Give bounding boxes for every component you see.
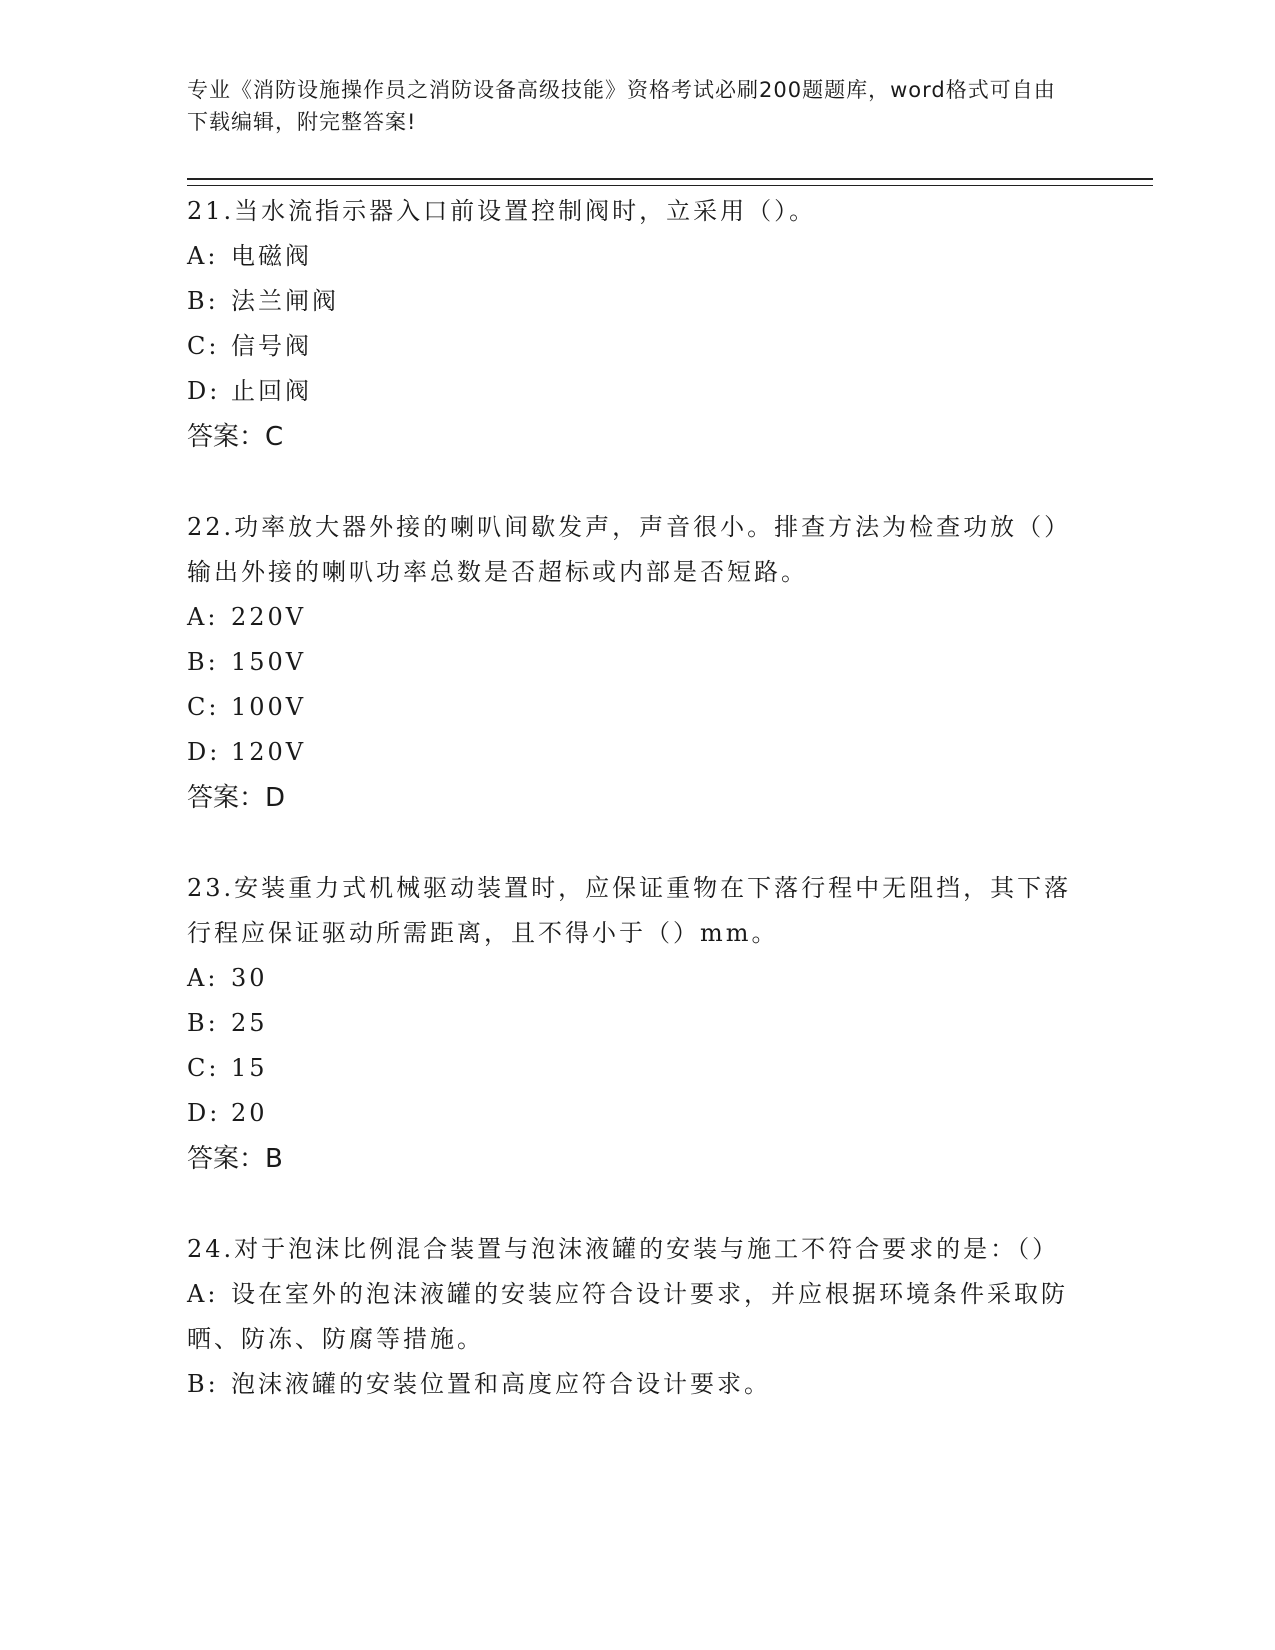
option-text: 电磁阀 (231, 242, 312, 270)
option-text: 法兰闸阀 (231, 287, 339, 315)
option-c (187, 1046, 1077, 1091)
option-d (187, 369, 1077, 414)
option-letter: B: (187, 1370, 219, 1398)
question-stem: 22.功率放大器外接的喇叭间歇发声，声音很小。排查方法为检查功放（）输出外接的喇叭功率总数是否超标或内部是否短路。 (187, 513, 1072, 586)
page-header: 专业《消防设施操作员之消防设备高级技能》资格考试必刷200题题库，word格式可自由下载编辑，附完整答案! (187, 78, 1056, 134)
header-divider (187, 178, 1153, 186)
option-letter: C: (187, 693, 220, 721)
option-letter: A: (187, 242, 219, 270)
option-text: 120V (231, 738, 307, 766)
option-b (187, 1362, 1077, 1407)
option-letter: C: (187, 1054, 220, 1082)
option-text: 止回阀 (231, 377, 312, 405)
option-text: 20 (231, 1099, 268, 1127)
option-text: 信号阀 (231, 332, 312, 360)
option-text: 100V (231, 693, 307, 721)
answer-line: 答案：C (187, 422, 284, 452)
option-letter: B: (187, 1009, 219, 1037)
option-c (187, 685, 1077, 730)
option-a (187, 234, 1077, 279)
option-letter: B: (187, 648, 219, 676)
option-a (187, 1272, 1077, 1362)
option-text: 150V (231, 648, 307, 676)
option-letter: A: (187, 603, 219, 631)
option-letter: C: (187, 332, 220, 360)
question-23 (187, 866, 1077, 1182)
option-text: 设在室外的泡沫液罐的安装应符合设计要求，并应根据环境条件采取防晒、防冻、防腐等措施。 (187, 1280, 1068, 1353)
question-stem: 21.当水流指示器入口前设置控制阀时，立采用（）。 (187, 197, 817, 225)
answer-line: 答案：B (187, 1144, 283, 1174)
question-24 (187, 1227, 1077, 1407)
option-letter: D: (187, 1099, 221, 1127)
question-stem: 23.安装重力式机械驱动装置时，应保证重物在下落行程中无阻挡，其下落行程应保证驱动所需距离，且不得小于（）mm。 (187, 874, 1072, 947)
option-text: 220V (231, 603, 307, 631)
option-d (187, 1091, 1077, 1136)
option-letter: A: (187, 964, 219, 992)
option-letter: B: (187, 287, 219, 315)
option-text: 15 (231, 1054, 268, 1082)
option-text: 25 (231, 1009, 268, 1037)
option-letter: A: (187, 1280, 219, 1308)
option-letter: D: (187, 377, 221, 405)
question-list (187, 189, 1077, 1452)
question-21 (187, 189, 1077, 460)
option-d (187, 730, 1077, 775)
option-a (187, 595, 1077, 640)
option-a (187, 956, 1077, 1001)
question-22 (187, 505, 1077, 821)
option-b (187, 279, 1077, 324)
option-text: 30 (231, 964, 268, 992)
question-stem: 24.对于泡沫比例混合装置与泡沫液罐的安装与施工不符合要求的是：（） (187, 1235, 1060, 1263)
option-b (187, 640, 1077, 685)
option-c (187, 324, 1077, 369)
option-text: 泡沫液罐的安装位置和高度应符合设计要求。 (231, 1370, 771, 1398)
option-b (187, 1001, 1077, 1046)
option-letter: D: (187, 738, 221, 766)
answer-line: 答案：D (187, 783, 286, 813)
